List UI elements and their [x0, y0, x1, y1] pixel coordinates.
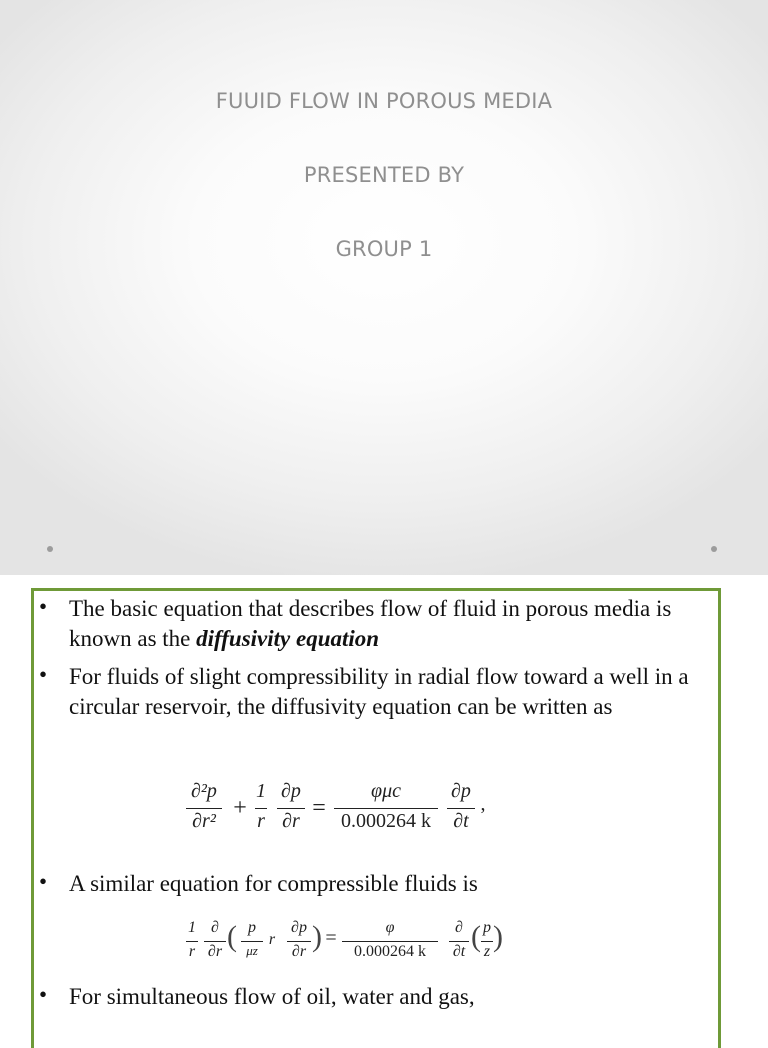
eq2-d-numerator: ∂p	[291, 919, 307, 936]
eq2-left-paren: (	[227, 920, 237, 953]
eq2-a-denominator: r	[188, 943, 196, 960]
eq2-c-denominator: μz	[246, 943, 258, 958]
eq1-term4-numerator: φμc	[371, 780, 401, 802]
content-slide	[0, 575, 768, 1024]
eq2-c-numerator: p	[248, 919, 256, 936]
left-decorative-dot	[47, 546, 53, 552]
eq2-g-numerator: p	[483, 919, 491, 936]
bullet-text-1	[69, 594, 719, 654]
eq2-e-numerator: φ	[385, 919, 395, 936]
eq2-b-numerator: ∂	[211, 919, 219, 936]
eq2-g-denominator: z	[483, 943, 491, 960]
eq2-e-denominator: 0.000264 k	[354, 943, 426, 960]
eq2-right-paren-2: )	[493, 920, 503, 953]
bullet-text-3: A similar equation for compressible fluids is	[69, 871, 478, 896]
bullet-marker-1: •	[39, 594, 48, 619]
eq1-term1-numerator: ∂²p	[191, 780, 217, 802]
slide-title: FUUID FLOW IN POROUS MEDIA	[215, 89, 553, 113]
bullet-marker-4: •	[39, 982, 48, 1007]
eq1-comma: ,	[480, 793, 486, 815]
eq2-right-paren: )	[312, 920, 322, 953]
eq1-term2-numerator: 1	[256, 780, 266, 802]
eq1-term5-denominator: ∂t	[453, 810, 469, 832]
eq1-term3-numerator: ∂p	[281, 780, 301, 802]
bullet-text-4: For simultaneous flow of oil, water and gas,	[69, 984, 475, 1009]
eq2-equals: =	[325, 927, 337, 949]
bullet-text-1-plain: The basic equation that describes flow of fluid in porous media is known as the	[69, 596, 672, 651]
presented-by-line: PRESENTED BY	[303, 163, 465, 187]
bullet-marker-3: •	[39, 869, 48, 894]
eq1-equals: =	[312, 795, 326, 821]
eq1-plus: +	[233, 795, 247, 821]
eq1-term2-denominator: r	[257, 810, 265, 832]
eq2-r: r	[268, 931, 276, 948]
eq2-b-denominator: ∂r	[207, 943, 223, 960]
content-frame	[31, 588, 721, 1048]
group-line: GROUP 1	[335, 237, 433, 261]
eq1-term5-numerator: ∂p	[451, 780, 471, 802]
eq1-term4-denominator: 0.000264 k	[341, 810, 431, 832]
eq1-term3-denominator: ∂r	[282, 810, 300, 832]
eq2-a-numerator: 1	[188, 919, 196, 936]
eq1-term1-denominator: ∂r²	[192, 810, 216, 832]
eq2-d-denominator: ∂r	[291, 943, 307, 960]
eq2-f-numerator: ∂	[455, 919, 463, 936]
bullet-marker-2: •	[39, 662, 48, 687]
bullet-text-2: For fluids of slight compressibility in radial flow toward a well in a circular reservoir, the diffusivity equation can be written as	[69, 664, 689, 719]
eq2-f-denominator: ∂t	[452, 943, 466, 960]
right-decorative-dot	[711, 546, 717, 552]
eq2-left-paren-2: (	[471, 920, 481, 953]
diffusivity-equation-term: diffusivity equation	[196, 626, 380, 651]
